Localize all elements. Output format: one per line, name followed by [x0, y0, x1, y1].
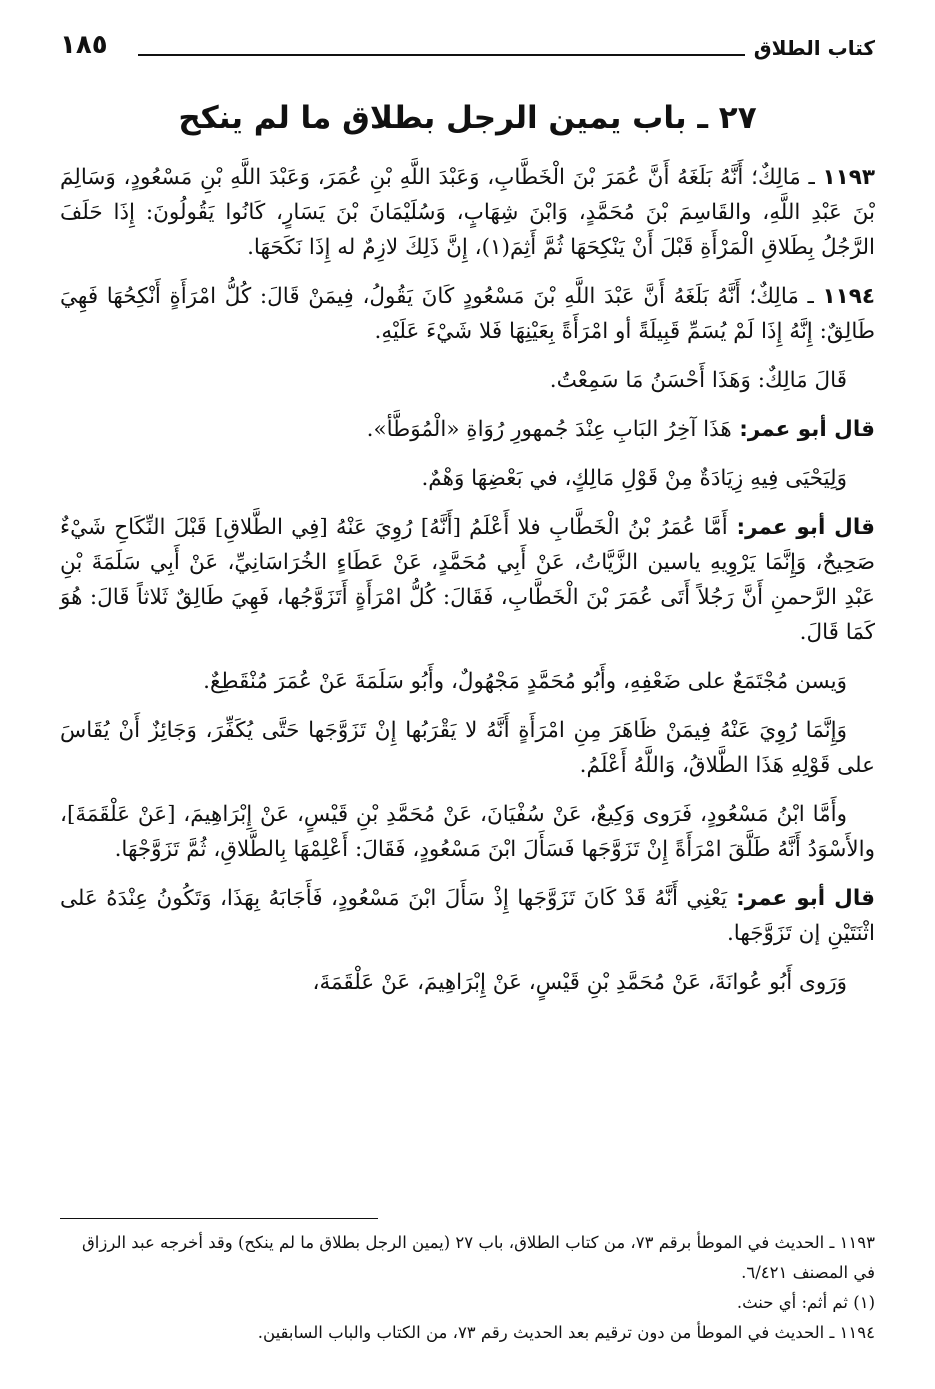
paragraph — [60, 881, 875, 951]
page-number: ١٨٥ — [60, 30, 108, 60]
paragraph — [60, 797, 875, 867]
paragraph — [60, 713, 875, 783]
paragraph — [60, 461, 875, 496]
paragraph-text: وأَمَّا ابْنُ مَسْعُودٍ، فَرَوى وَكِيعٌ، عَنْ سُفْيَانَ، عَنْ مُحَمَّدِ بْنِ قَيْسٍ، عَنْ إِبْرَاهِيمَ، [عَنْ عَلْقَمَةَ]، والأَسْوَدُ أَنَّهُ طَلَّقَ امْرَأَةً إِنْ تَزَوَّجَها فَسَأَلَ ابْنَ مَسْعُودٍ، فَقَالَ: أَعْلِمْهَا بِالطَّلاقِ، ثُمَّ تَزَوَّجْهَا. — [60, 802, 875, 862]
paragraph — [60, 965, 875, 1000]
paragraph-text: يَعْنِي أَنَّهُ قَدْ كَانَ تَزَوَّجَها إِذْ سَأَلَ ابْنَ مَسْعُودٍ، فَأَجَابَهُ بِهَذَا، وَتَكُونُ عِنْدَهُ عَلى اثْنَتَيْنِ إن تَزَوَّجَها. — [60, 886, 875, 946]
paragraph-text: قَالَ مَالِكٌ: وَهَذَا أَحْسَنُ مَا سَمِعْتُ. — [549, 368, 847, 393]
paragraph-text: ـ مَالِكٌ؛ أَنَّهُ بَلَغَهُ أَنَّ عُمَرَ بْنَ الْخَطَّابِ، وَعَبْدَ اللَّهِ بْنِ عُمَرَ، وَعَبْدَ اللَّهِ بْنِ مَسْعُودٍ، وَسَالِمَ بْنَ عَبْدِ اللَّهِ، والقَاسِمَ بْنَ مُحَمَّدٍ، وَابْنَ شِهَابٍ، وَسُلَيْمَانَ بْنَ يَسَارٍ، كَانُوا يَقُولُونَ: إِذَا حَلَفَ الرَّجُلُ بِطَلاقِ الْمَرْأَةِ قَبْلَ أَنْ يَنْكِحَهَا ثُمَّ أَثِمَ(١)، إِنَّ ذَلِكَ لازِمٌ له إِذَا نَكَحَهَا. — [60, 165, 875, 260]
header-rule — [138, 54, 745, 56]
footnote: (١) ثم أثم: أي حنث. — [736, 1293, 875, 1312]
footnote: ١١٩٤ ـ الحديث في الموطأ من دون ترقيم بعد الحديث رقم ٧٣، من الكتاب والباب السابقين. — [257, 1323, 875, 1342]
paragraph-text: وَلِيَحْيَى فِيهِ زِيَادَةٌ مِنْ قَوْلِ مَالِكٍ، في بَعْضِهَا وَهْمٌ. — [421, 466, 847, 491]
body-text — [60, 160, 875, 1014]
paragraph-text: وَإِنَّمَا رُوِيَ عَنْهُ فِيمَنْ ظَاهَرَ مِنِ امْرَأَةٍ أَنَّهُ لا يَقْرَبُها إِنْ تَزَوَّجَها حَتَّى يُكَفِّرَ، وَجَائِزٌ أَنْ يُقَاسَ على قَوْلِهِ هَذَا الطَّلاقُ، وَاللَّهُ أَعْلَمُ. — [60, 718, 875, 778]
paragraph — [60, 664, 875, 699]
paragraph-text: أَمَّا عُمَرُ بْنُ الْخَطَّابِ فلا أَعْلَمُ [أَنَّهُ] رُوِيَ عَنْهُ [فِي الطَّلاقِ] قَبْلَ النِّكَاحِ شَيْءٌ صَحِيحٌ، وَإِنَّمَا يَرْوِيهِ ياسين الزَّيَّاتُ، عَنْ أَبِي مُحَمَّدٍ، عَنْ عَطَاءٍ الخُرَاسَانِيِّ، عَنْ أَبِي سَلَمَةَ بْنِ عَبْدِ الرَّحمنِ أَنَّ رَجُلاً أَتَى عُمَرَ بْنَ الْخَطَّابِ، فَقَالَ: كُلُّ امْرَأَةٍ أَتَزَوَّجُها، فَهِيَ طَالِقٌ ثَلاثاً قَالَ: هُوَ كَمَا قَالَ. — [60, 515, 875, 645]
book-page — [60, 22, 875, 1362]
paragraph-text: وَرَوى أَبُو عُوانَةَ، عَنْ مُحَمَّدِ بْنِ قَيْسٍ، عَنْ إِبْرَاهِيمَ، عَنْ عَلْقَمَةَ، — [312, 970, 847, 995]
paragraph-text: وَيسن مُجْتَمَعٌ على ضَعْفِهِ، وأَبُو مُحَمَّدٍ مَجْهُولٌ، وأَبُو سَلَمَةَ عَنْ عُمَرَ مُنْقَطِعٌ. — [203, 669, 847, 694]
paragraph — [60, 363, 875, 398]
footnotes — [60, 1228, 875, 1348]
paragraph-text: ـ مَالِكٌ؛ أَنَّهُ بَلَغَهُ أَنَّ عَبْدَ اللَّهِ بْنَ مَسْعُودٍ كَانَ يَقُولُ، فِيمَنْ قَالَ: كُلُّ امْرَأَةٍ أَنْكِحُهَا فَهِيَ طَالِقٌ: إِنَّهُ إِذَا لَمْ يُسَمِّ قَبِيلَةً أو امْرَأَةً بِعَيْنِهَا فَلا شَيْءَ عَلَيْهِ. — [60, 284, 875, 344]
paragraph — [60, 510, 875, 650]
speaker-label: قال أبو عمر: — [727, 515, 875, 540]
hadith-1194 — [60, 279, 875, 349]
paragraph — [60, 412, 875, 447]
footnote-rule — [60, 1218, 378, 1219]
hadith-1193 — [60, 160, 875, 265]
page-header — [60, 30, 875, 70]
running-title: كتاب الطلاق — [753, 36, 875, 60]
speaker-label: قال أبو عمر: — [727, 886, 875, 911]
footnote: ١١٩٣ ـ الحديث في الموطأ برقم ٧٣، من كتاب الطلاق، باب ٢٧ (يمين الرجل بطلاق ما لم ينكح) وقد أخرجه عبد الرزاق في المصنف ٦/٤٢١. — [81, 1233, 875, 1282]
hadith-number: ١١٩٣ — [822, 165, 875, 190]
paragraph-text: هَذَا آخِرُ البَابِ عِنْدَ جُمهورِ رُوَاةِ «الْمُوَطَّأ». — [366, 417, 732, 442]
chapter-heading: ٢٧ ـ باب يمين الرجل بطلاق ما لم ينكح — [178, 100, 757, 136]
hadith-number: ١١٩٤ — [822, 284, 875, 309]
speaker-label: قال أبو عمر: — [731, 417, 875, 442]
